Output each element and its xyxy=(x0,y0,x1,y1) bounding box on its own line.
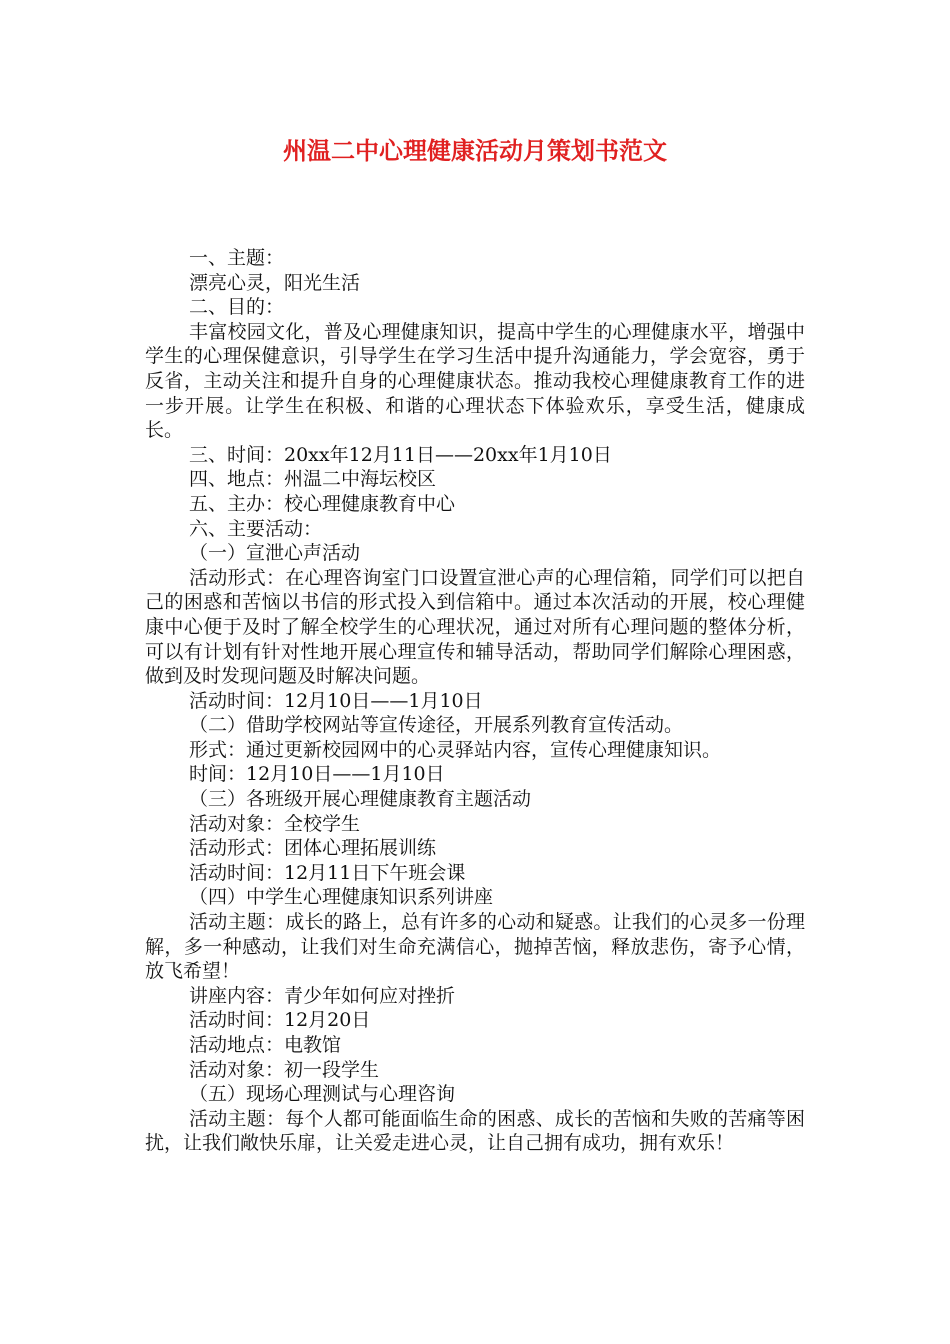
paragraph: 活动主题：成长的路上，总有许多的心动和疑惑。让我们的心灵多一份理解，多一种感动，让我们对生命充满信心，抛掉苦恼，释放悲伤，寄予心情，放飞希望！ xyxy=(145,911,805,983)
paragraph: （二）借助学校网站等宣传途径，开展系列教育宣传活动。 xyxy=(189,714,684,737)
paragraph: 活动对象：全校学生 xyxy=(189,812,361,835)
paragraph: 形式：通过更新校园网中的心灵驿站内容，宣传心理健康知识。 xyxy=(189,738,722,761)
document-title: 州温二中心理健康活动月策划书范文 xyxy=(283,137,667,165)
paragraph: （四）中学生心理健康知识系列讲座 xyxy=(189,886,494,909)
paragraph: 二、目的： xyxy=(189,296,285,319)
paragraph: 活动时间：12月10日——1月10日 xyxy=(189,689,483,712)
paragraph: 五、主办：校心理健康教育中心 xyxy=(189,492,456,515)
paragraph: 活动主题：每个人都可能面临生命的困惑、成长的苦恼和失败的苦痛等困扰，让我们敞快乐扉，让关爱走进心灵，让自己拥有成功，拥有欢乐！ xyxy=(145,1107,805,1155)
paragraph: （三）各班级开展心理健康教育主题活动 xyxy=(189,788,532,811)
paragraph: 三、时间：20xx年12月11日——20xx年1月10日 xyxy=(189,443,612,466)
paragraph: （五）现场心理测试与心理咨询 xyxy=(189,1083,456,1106)
paragraph: 活动地点：电教馆 xyxy=(189,1034,342,1056)
paragraph: 丰富校园文化，普及心理健康知识，提高中学生的心理健康水平，增强中学生的心理保健意识，引导学生在学习生活中提升沟通能力，学会宽容，勇于反省，主动关注和提升自身的心理健康状态。推动我校心理健康教育工作的进一步开展。让学生在积极、和谐的心理状态下体验欢乐，享受生活，健康成长。 xyxy=(145,320,805,442)
paragraph: （一）宣泄心声活动 xyxy=(189,542,361,565)
paragraph: 活动对象：初一段学生 xyxy=(189,1058,380,1081)
paragraph: 六、主要活动： xyxy=(189,517,323,540)
paragraph: 活动形式：在心理咨询室门口设置宣泄心声的心理信箱，同学们可以把自己的困惑和苦恼以书信的形式投入到信箱中。通过本次活动的开展，校心理健康中心便于及时了解全校学生的心理状况，通过对所有心理问题的整体分析，可以有计划有针对性地开展心理宣传和辅导活动，帮助同学们解除心理困惑，做到及时发现问题及时解决问题。 xyxy=(145,566,805,688)
document-body xyxy=(145,246,805,1156)
paragraph: 讲座内容：青少年如何应对挫折 xyxy=(189,984,456,1007)
paragraph: 活动时间：12月11日下午班会课 xyxy=(189,861,466,884)
paragraph: 时间：12月10日——1月10日 xyxy=(189,763,445,786)
paragraph: 活动时间：12月20日 xyxy=(189,1009,371,1032)
paragraph: 活动形式：团体心理拓展训练 xyxy=(189,837,437,860)
paragraph: 一、主题： xyxy=(189,247,285,269)
paragraph: 漂亮心灵，阳光生活 xyxy=(189,271,361,294)
paragraph: 四、地点：州温二中海坛校区 xyxy=(189,468,437,491)
